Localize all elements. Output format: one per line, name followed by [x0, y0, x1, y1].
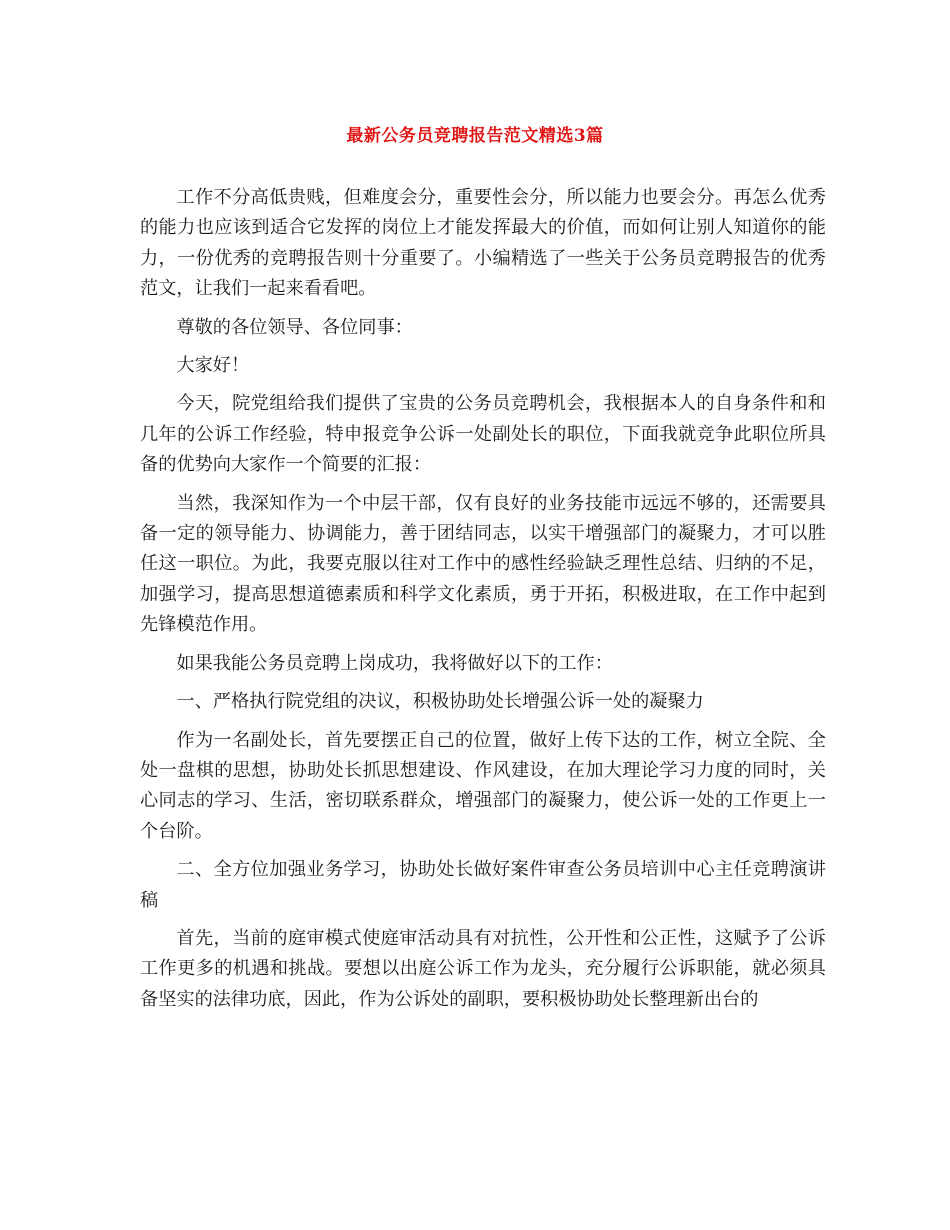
- paragraph-intro: 工作不分高低贵贱，但难度会分，重要性会分，所以能力也要会分。再怎么优秀的能力也应该到适合它发挥的岗位上才能发挥最大的价值，而如何让别人知道你的能力，一份优秀的竞聘报告则十分重要了。小编精选了一些关于公务员竞聘报告的优秀范文，让我们一起来看看吧。: [140, 187, 826, 300]
- paragraph-section-body-2: 首先，当前的庭审模式使庭审活动具有对抗性，公开性和公正性，这赋予了公诉工作更多的机遇和挑战。要想以出庭公诉工作为龙头，充分履行公诉职能，就必须具备坚实的法律功底，因此，作为公诉处的副职，要积极协助处长整理新出台的: [140, 927, 826, 1010]
- document-body: [140, 183, 826, 1023]
- paragraph-section-heading-2: 二、全方位加强业务学习，协助处长做好案件审查公务员培训中心主任竞聘演讲稿: [140, 859, 826, 911]
- paragraph-self-awareness: 当然，我深知作为一个中层干部，仅有良好的业务技能市远远不够的，还需要具备一定的领导能力、协调能力，善于团结同志，以实干增强部门的凝聚力，才可以胜任这一职位。为此，我要克服以往对工作中的感性经验缺乏理性总结、归纳的不足，加强学习，提高思想道德素质和科学文化素质，勇于开拓，积极进取，在工作中起到先锋模范作用。: [140, 492, 826, 636]
- paragraph-plan-intro: 如果我能公务员竞聘上岗成功，我将做好以下的工作：: [176, 652, 613, 674]
- paragraph-section-heading-1: 一、严格执行院党组的决议，积极协助处长增强公诉一处的凝聚力: [176, 691, 704, 713]
- paragraph-opening: 今天，院党组给我们提供了宝贵的公务员竞聘机会，我根据本人的自身条件和和几年的公诉工作经验，特申报竞争公诉一处副处长的职位，下面我就竞争此职位所具备的优势向大家作一个简要的汇报：: [140, 393, 826, 476]
- paragraph-greeting: 大家好！: [176, 355, 250, 377]
- document-title: 最新公务员竞聘报告范文精选3篇: [346, 126, 604, 146]
- paragraph-section-body-1: 作为一名副处长，首先要摆正自己的位置，做好上传下达的工作，树立全院、全处一盘棋的思想，协助处长抓思想建设、作风建设，在加大理论学习力度的同时，关心同志的学习、生活，密切联系群众，增强部门的凝聚力，使公诉一处的工作更上一个台阶。: [140, 729, 826, 842]
- paragraph-salutation: 尊敬的各位领导、各位同事：: [176, 316, 413, 338]
